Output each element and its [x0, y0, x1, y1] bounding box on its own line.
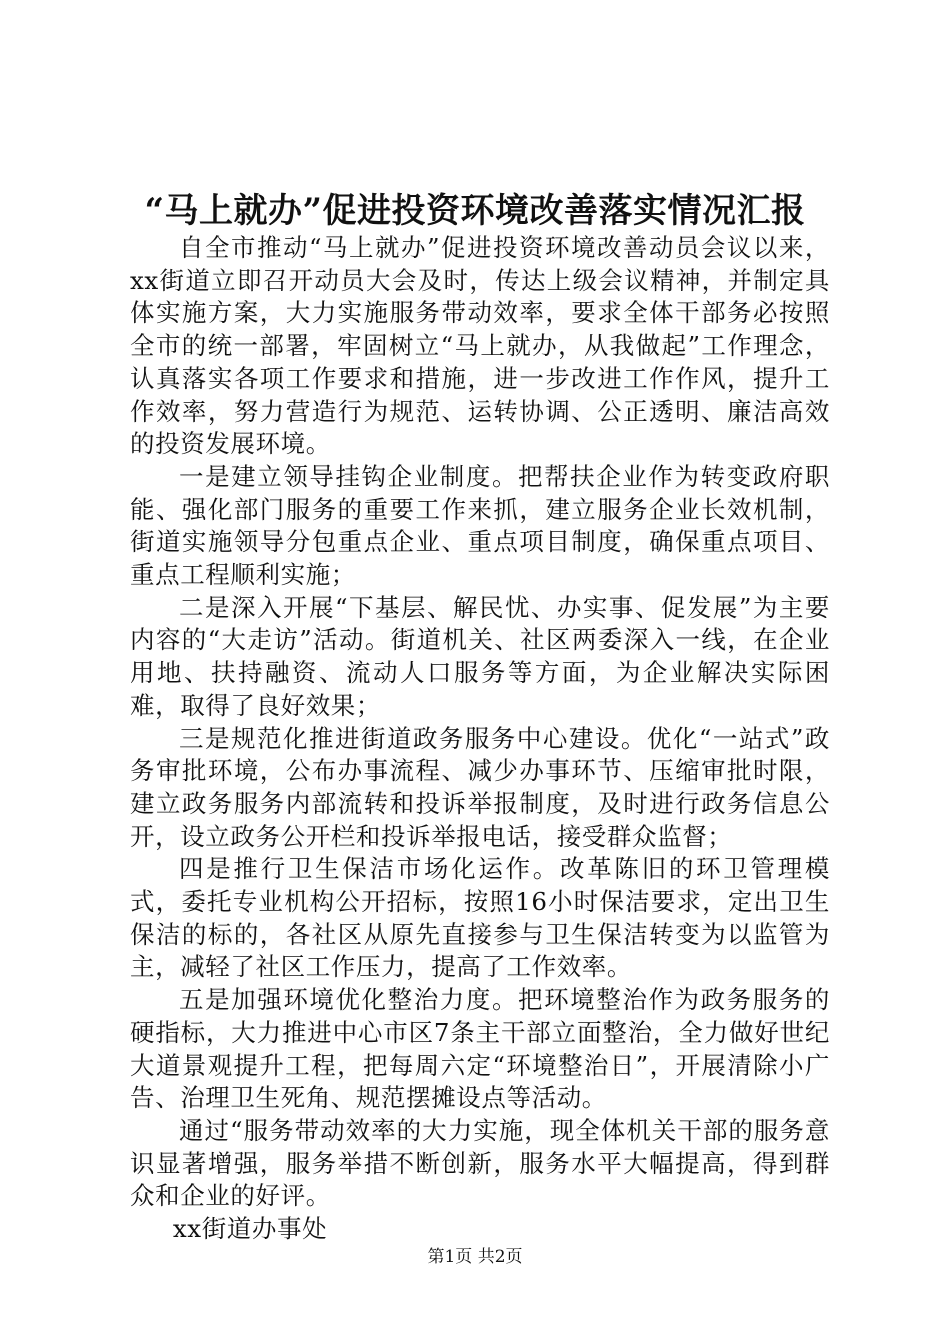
- paragraph-measure-1: 一是建立领导挂钩企业制度。把帮扶企业作为转变政府职能、强化部门服务的重要工作来抓，建立服务企业长效机制，街道实施领导分包重点企业、重点项目制度，确保重点项目、重点工程顺利实施；: [130, 461, 830, 590]
- paragraph-measure-4: 四是推行卫生保洁市场化运作。改革陈旧的环卫管理模式，委托专业机构公开招标，按照16小时保洁要求，定出卫生保洁的标的，各社区从原先直接参与卫生保洁转变为以监管为主，减轻了社区工作压力，提高了工作效率。: [130, 854, 830, 982]
- document-title: “马上就办”促进投资环境改善落实情况汇报: [144, 191, 806, 231]
- signature: xx街道办事处: [172, 1214, 328, 1244]
- page-number: 第1页 共2页: [427, 1247, 523, 1267]
- paragraph-measure-2: 二是深入开展“下基层、解民忧、办实事、促发展”为主要内容的“大走访”活动。街道机关、社区两委深入一线，在企业用地、扶持融资、流动人口服务等方面，为企业解决实际困难，取得了良好效果；: [130, 592, 830, 720]
- document-body: [130, 232, 830, 1246]
- conclusion-paragraph: 通过“服务带动效率的大力实施，现全体机关干部的服务意识显著增强，服务举措不断创新，服务水平大幅提高，得到群众和企业的好评。: [130, 1115, 830, 1211]
- paragraph-measure-3: 三是规范化推进街道政务服务中心建设。优化“一站式”政务审批环境，公布办事流程、减少办事环节、压缩审批时限，建立政务服务内部流转和投诉举报制度，及时进行政务信息公开，设立政务公开栏和投诉举报电话，接受群众监督；: [130, 723, 830, 851]
- paragraph-measure-5: 五是加强环境优化整治力度。把环境整治作为政务服务的硬指标，大力推进中心市区7条主干部立面整治，全力做好世纪大道景观提升工程，把每周六定“环境整治日”，开展清除小广告、治理卫生死角、规范摆摊设点等活动。: [130, 985, 830, 1113]
- intro-paragraph: 自全市推动“马上就办”促进投资环境改善动员会议以来，xx街道立即召开动员大会及时，传达上级会议精神，并制定具体实施方案，大力实施服务带动效率，要求全体干部务必按照全市的统一部署，牢固树立“马上就办，从我做起”工作理念，认真落实各项工作要求和措施，进一步改进工作作风，提升工作效率，努力营造行为规范、运转协调、公正透明、廉洁高效的投资发展环境。: [130, 233, 830, 459]
